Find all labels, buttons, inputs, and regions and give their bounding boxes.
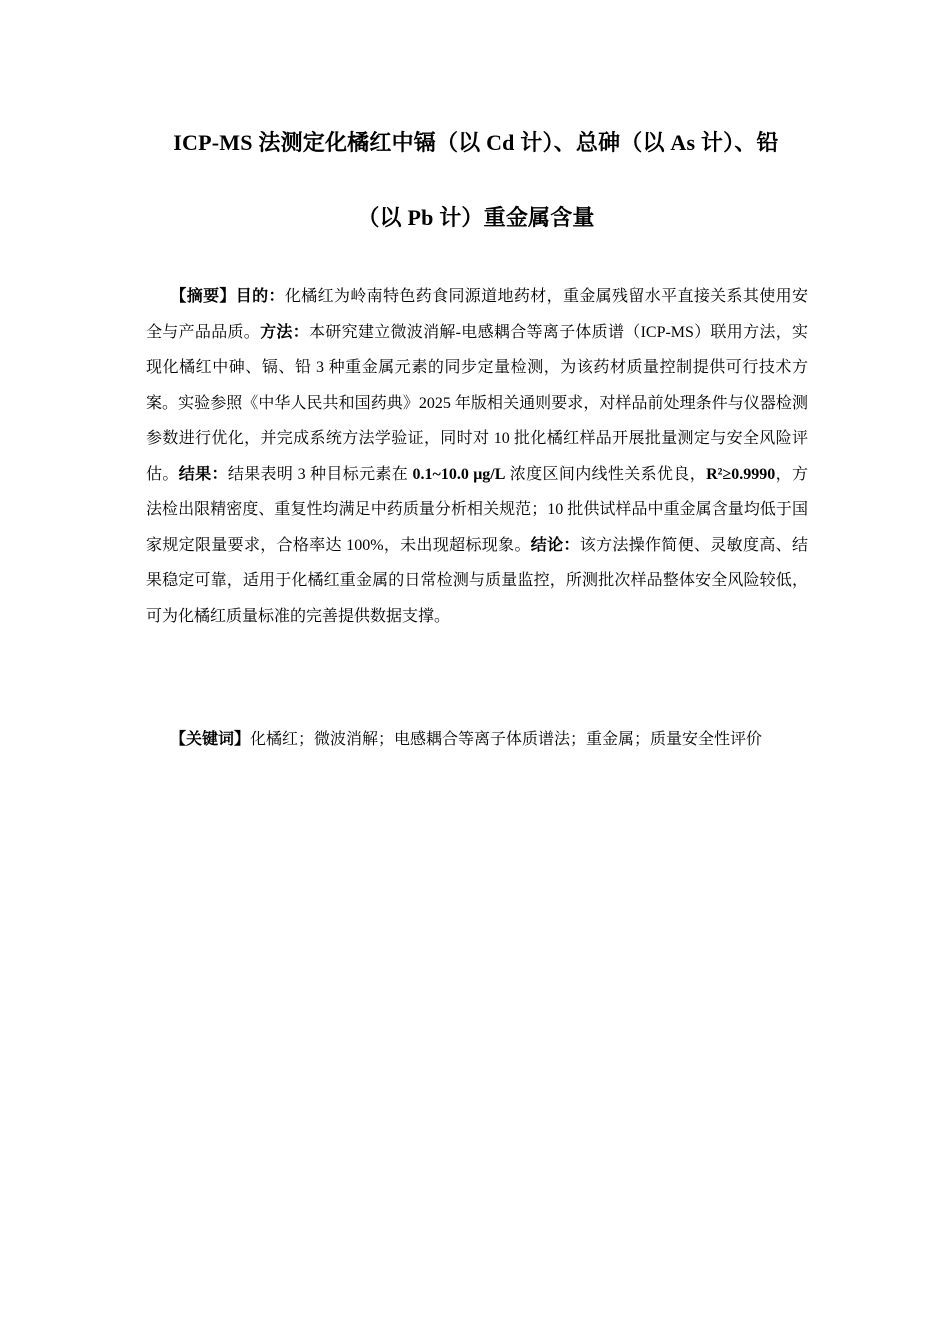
method-label: 方法：: [260, 323, 309, 341]
result-r2: R²≥0.9990: [706, 465, 776, 483]
keywords-text: 化橘红；微波消解；电感耦合等离子体质谱法；重金属；质量安全性评价: [250, 731, 763, 748]
paper-title-line-2: （以 Pb 计）重金属含量: [357, 205, 595, 230]
conclusion-label: 结论：: [530, 536, 580, 554]
method-text: 本研究建立微波消解-电感耦合等离子体质谱（ICP-MS）联用方法，实现化橘红中砷、镉、铅 3 种重金属元素的同步定量检测，为该药材质量控制提供可行技术方案。实验参照《中华人民共和国药典》2025 年版相关通则要求，对样品前处理条件与仪器检测参数进行优化，并完成系统方法学验证，同时对 10 批化橘红样品开展批量测定与安全风险评估。: [146, 323, 808, 483]
keywords-heading: 【关键词】: [170, 731, 251, 748]
result-text-1: 结果表明 3 种目标元素在: [227, 465, 413, 483]
objective-text: 化橘红为岭南特色药食同源道地药材，重金属残留水平直接关系其使用安全与产品品质。: [146, 288, 808, 341]
keywords-paragraph: [146, 722, 808, 758]
result-text-2: 浓度区间内线性关系优良，: [505, 465, 707, 483]
abstract-heading: 【摘要】: [170, 288, 236, 305]
paper-title-line-1: ICP-MS 法测定化橘红中镉（以 Cd 计）、总砷（以 As 计）、铅: [173, 130, 779, 155]
objective-label: 目的：: [235, 288, 285, 305]
result-range: 0.1~10.0 μg/L: [412, 465, 506, 483]
abstract-paragraph: [146, 279, 808, 634]
result-text-3: ，方法检出限精密度、重复性均满足中药质量分析相关规范；10 批供试样品中重金属含量均低于国家规定限量要求，合格率达 100%，未出现超标现象。: [146, 465, 808, 554]
result-label: 结果：: [178, 465, 228, 483]
conclusion-text: 该方法操作简便、灵敏度高、结果稳定可靠，适用于化橘红重金属的日常检测与质量监控，所测批次样品整体安全风险较低，可为化橘红质量标准的完善提供数据支撑。: [146, 536, 808, 625]
